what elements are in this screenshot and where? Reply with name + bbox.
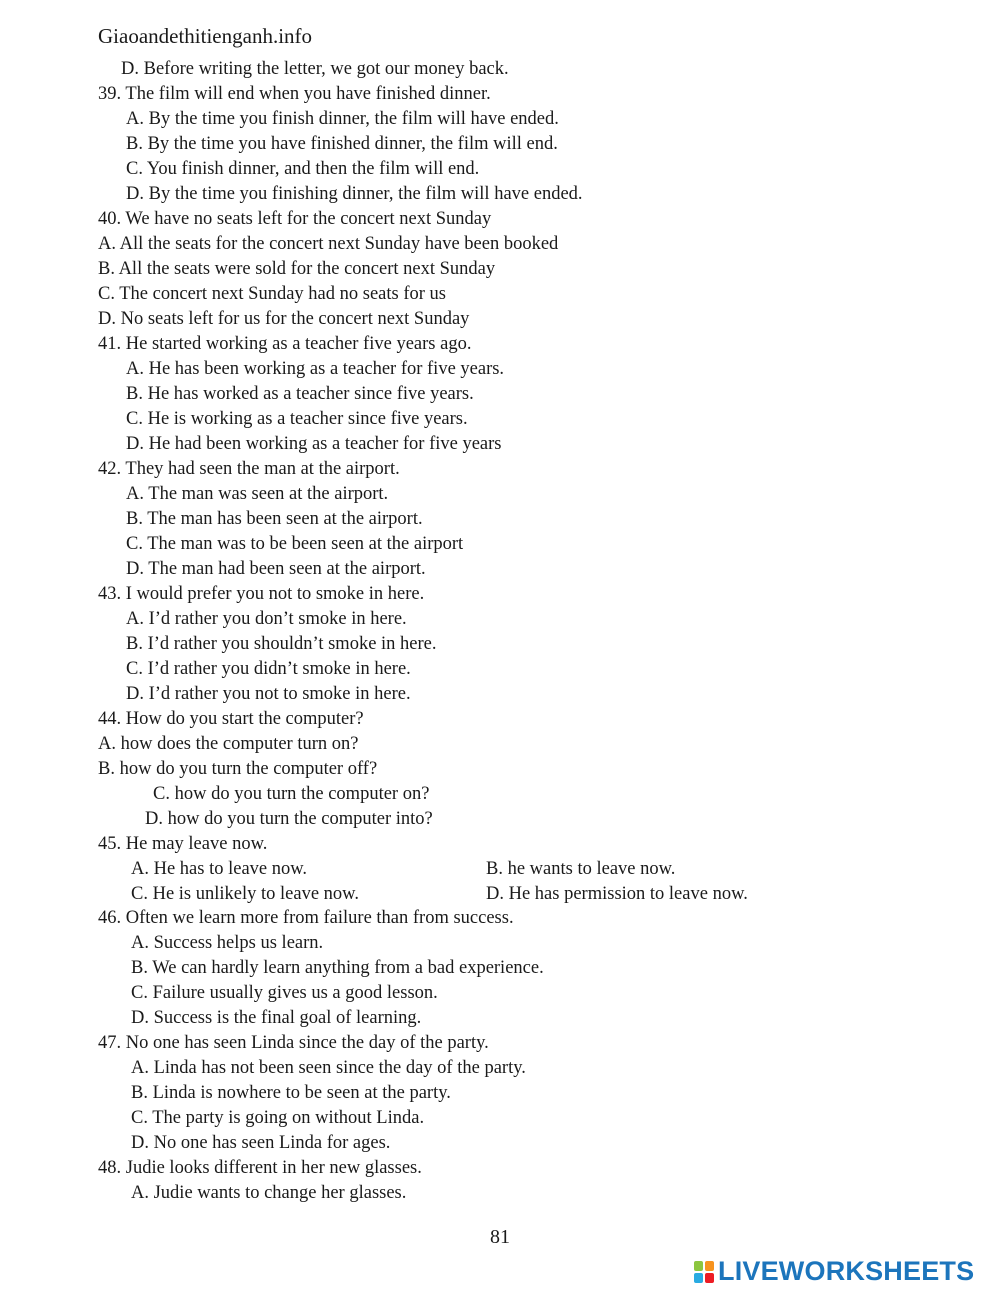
option-44d: D. how do you turn the computer into? xyxy=(145,809,433,829)
option-39b: B. By the time you have finished dinner, the film will end. xyxy=(126,134,558,154)
option-43a: A. I’d rather you don’t smoke in here. xyxy=(126,609,407,629)
option-44a: A. how does the computer turn on? xyxy=(98,734,359,754)
option-42b: B. The man has been seen at the airport. xyxy=(126,509,423,529)
option-48a: A. Judie wants to change her glasses. xyxy=(131,1183,407,1203)
option-40c: C. The concert next Sunday had no seats for us xyxy=(98,284,446,304)
option-40d: D. No seats left for us for the concert next Sunday xyxy=(98,309,470,329)
option-46a: A. Success helps us learn. xyxy=(131,933,324,953)
question-40: 40. We have no seats left for the concert next Sunday xyxy=(98,209,492,229)
option-42c: C. The man was to be been seen at the airport xyxy=(126,534,464,554)
option-41a: A. He has been working as a teacher for five years. xyxy=(126,359,505,379)
question-48: 48. Judie looks different in her new glasses. xyxy=(98,1158,422,1178)
option-39c: C. You finish dinner, and then the film will end. xyxy=(126,159,480,179)
option-45d: D. He has permission to leave now. xyxy=(486,884,748,904)
option-42d: D. The man had been seen at the airport. xyxy=(126,559,426,579)
option-43c: C. I’d rather you didn’t smoke in here. xyxy=(126,659,411,679)
option-40b: B. All the seats were sold for the concert next Sunday xyxy=(98,259,496,279)
liveworksheets-brand[interactable] xyxy=(694,1256,974,1287)
option-44b: B. how do you turn the computer off? xyxy=(98,759,378,779)
question-46: 46. Often we learn more from failure than from success. xyxy=(98,908,514,928)
option-47d: D. No one has seen Linda for ages. xyxy=(131,1133,391,1153)
page-number: 81 xyxy=(490,1226,510,1248)
option-46d: D. Success is the final goal of learning. xyxy=(131,1008,422,1028)
question-41: 41. He started working as a teacher five years ago. xyxy=(98,334,472,354)
option-41d: D. He had been working as a teacher for five years xyxy=(126,434,502,454)
option-39d: D. By the time you finishing dinner, the film will have ended. xyxy=(126,184,583,204)
option-39a: A. By the time you finish dinner, the film will have ended. xyxy=(126,109,559,129)
option-45c: C. He is unlikely to leave now. xyxy=(131,884,359,904)
page-header: Giaoandethitienganh.info xyxy=(98,24,313,48)
liveworksheets-logo-icon xyxy=(694,1261,714,1283)
option-45a: A. He has to leave now. xyxy=(131,859,308,879)
brand-name: LIVEWORKSHEETS xyxy=(718,1256,975,1286)
option-43b: B. I’d rather you shouldn’t smoke in here. xyxy=(126,634,437,654)
option-47a: A. Linda has not been seen since the day of the party. xyxy=(131,1058,526,1078)
line-38d: D. Before writing the letter, we got our money back. xyxy=(121,59,509,79)
option-43d: D. I’d rather you not to smoke in here. xyxy=(126,684,411,704)
option-47b: B. Linda is nowhere to be seen at the party. xyxy=(131,1083,451,1103)
question-45: 45. He may leave now. xyxy=(98,834,268,854)
option-41b: B. He has worked as a teacher since five years. xyxy=(126,384,474,404)
question-43: 43. I would prefer you not to smoke in here. xyxy=(98,584,425,604)
option-47c: C. The party is going on without Linda. xyxy=(131,1108,425,1128)
question-47: 47. No one has seen Linda since the day of the party. xyxy=(98,1033,489,1053)
question-42: 42. They had seen the man at the airport. xyxy=(98,459,400,479)
option-46c: C. Failure usually gives us a good lesson. xyxy=(131,983,438,1003)
option-46b: B. We can hardly learn anything from a bad experience. xyxy=(131,958,544,978)
option-40a: A. All the seats for the concert next Sunday have been booked xyxy=(98,234,559,254)
option-44c: C. how do you turn the computer on? xyxy=(153,784,430,804)
option-41c: C. He is working as a teacher since five years. xyxy=(126,409,468,429)
option-42a: A. The man was seen at the airport. xyxy=(126,484,389,504)
question-39: 39. The film will end when you have finished dinner. xyxy=(98,84,491,104)
question-44: 44. How do you start the computer? xyxy=(98,709,364,729)
option-45b: B. he wants to leave now. xyxy=(486,859,676,879)
